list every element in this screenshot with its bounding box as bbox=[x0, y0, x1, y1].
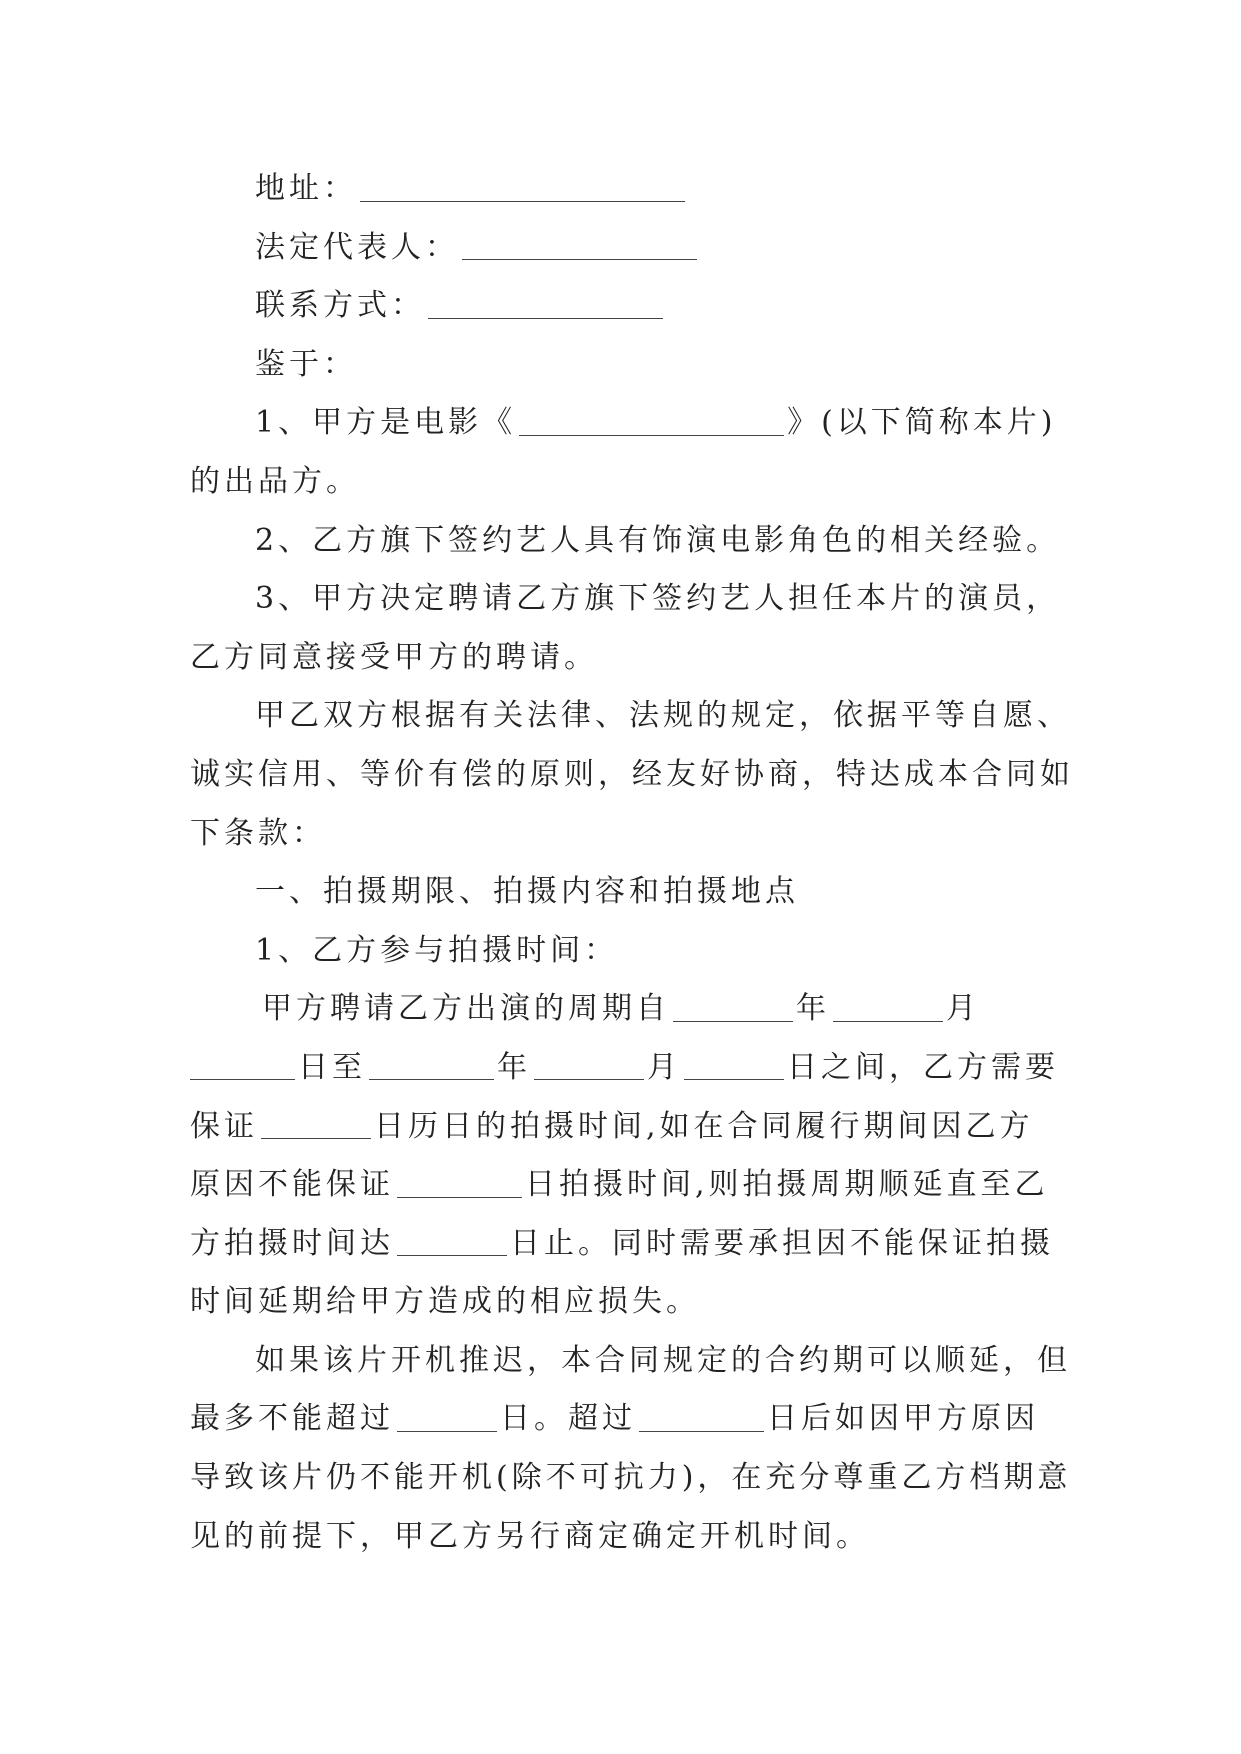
reach-text: 日止。同时需要承担因不能保证拍摄 bbox=[510, 1225, 1054, 1261]
exceed-days-blank[interactable] bbox=[639, 1401, 764, 1432]
start-day-blank[interactable] bbox=[190, 1049, 295, 1080]
period-line5 bbox=[190, 1215, 1100, 1274]
whereas-item1-end: 》(以下简称本片) bbox=[787, 405, 1057, 441]
whereas-item1-cont: 的出品方。 bbox=[190, 463, 360, 499]
calendar-days-blank[interactable] bbox=[261, 1108, 371, 1139]
guarantee-text: 日历日的拍摄时间,如在合同履行期间因乙方 bbox=[374, 1108, 1034, 1144]
film-title-blank[interactable] bbox=[519, 405, 784, 436]
shooting-days-blank[interactable] bbox=[397, 1167, 522, 1198]
period-line2 bbox=[190, 1039, 1100, 1098]
whereas-item2: 2、乙方旗下签约艺人具有饰演电影角色的相关经验。 bbox=[255, 522, 1061, 558]
start-month-label: 月 bbox=[946, 991, 980, 1027]
preamble-line2: 诚实信用、等价有偿的原则，经友好协商，特达成本合同如 bbox=[190, 756, 1074, 792]
exceed-label: 日。超过 bbox=[500, 1401, 636, 1437]
end-year-label: 年 bbox=[497, 1049, 531, 1085]
period-line1 bbox=[190, 980, 1100, 1039]
delay-line4: 见的前提下，甲乙方另行商定确定开机时间。 bbox=[190, 1518, 870, 1554]
period-line3 bbox=[190, 1098, 1100, 1157]
section1-heading: 一、拍摄期限、拍摄内容和拍摄地点 bbox=[255, 874, 799, 910]
contact-line bbox=[190, 277, 1100, 336]
preamble-line1: 甲乙双方根据有关法律、法规的规定，依据平等自愿、 bbox=[255, 698, 1071, 734]
whereas-title: 鉴于： bbox=[255, 346, 357, 382]
start-year-label: 年 bbox=[796, 991, 830, 1027]
legal-rep-line bbox=[190, 219, 1100, 278]
end-month-blank[interactable] bbox=[534, 1049, 644, 1080]
whereas-item3-cont: 乙方同意接受甲方的聘请。 bbox=[190, 639, 598, 675]
start-year-blank[interactable] bbox=[673, 991, 793, 1022]
unable-label: 原因不能保证 bbox=[190, 1167, 394, 1203]
contract-page bbox=[190, 160, 1100, 1566]
period-line6: 时间延期给甲方造成的相应损失。 bbox=[190, 1284, 700, 1320]
legal-rep-label: 法定代表人： bbox=[255, 229, 459, 265]
address-blank[interactable] bbox=[360, 171, 685, 202]
reach-label: 方拍摄时间达 bbox=[190, 1225, 394, 1261]
reach-days-blank[interactable] bbox=[397, 1225, 507, 1256]
start-day-label: 日至 bbox=[298, 1049, 366, 1085]
max-label: 最多不能超过 bbox=[190, 1401, 394, 1437]
legal-rep-blank[interactable] bbox=[462, 229, 697, 260]
end-day-blank[interactable] bbox=[684, 1049, 784, 1080]
whereas-item1-start: 1、甲方是电影《 bbox=[255, 405, 517, 441]
delay-line3: 导致该片仍不能开机(除不可抗力)，在充分尊重乙方档期意 bbox=[190, 1460, 1072, 1496]
delay-line1: 如果该片开机推迟，本合同规定的合约期可以顺延，但 bbox=[255, 1342, 1071, 1378]
whereas-item3: 3、甲方决定聘请乙方旗下签约艺人担任本片的演员， bbox=[255, 581, 1061, 617]
period-intro: 甲方聘请乙方出演的周期自 bbox=[262, 991, 670, 1027]
exceed-text: 日后如因甲方原因 bbox=[767, 1401, 1039, 1437]
address-label: 地址： bbox=[255, 171, 357, 206]
address-line bbox=[190, 160, 1100, 219]
unable-text: 日拍摄时间,则拍摄周期顺延直至乙 bbox=[525, 1167, 1049, 1203]
end-day-label: 日之间，乙方需要 bbox=[787, 1049, 1059, 1085]
section1-sub1: 1、乙方参与拍摄时间： bbox=[255, 932, 619, 968]
contact-label: 联系方式： bbox=[255, 288, 425, 324]
guarantee-label: 保证 bbox=[190, 1108, 258, 1144]
end-month-label: 月 bbox=[647, 1049, 681, 1085]
delay-line2 bbox=[190, 1390, 1100, 1449]
start-month-blank[interactable] bbox=[833, 991, 943, 1022]
contact-blank[interactable] bbox=[428, 288, 663, 319]
end-year-blank[interactable] bbox=[369, 1049, 494, 1080]
preamble-line3: 下条款： bbox=[190, 815, 326, 851]
period-line4 bbox=[190, 1156, 1100, 1215]
max-days-blank[interactable] bbox=[397, 1401, 497, 1432]
whereas-item1 bbox=[190, 394, 1100, 453]
